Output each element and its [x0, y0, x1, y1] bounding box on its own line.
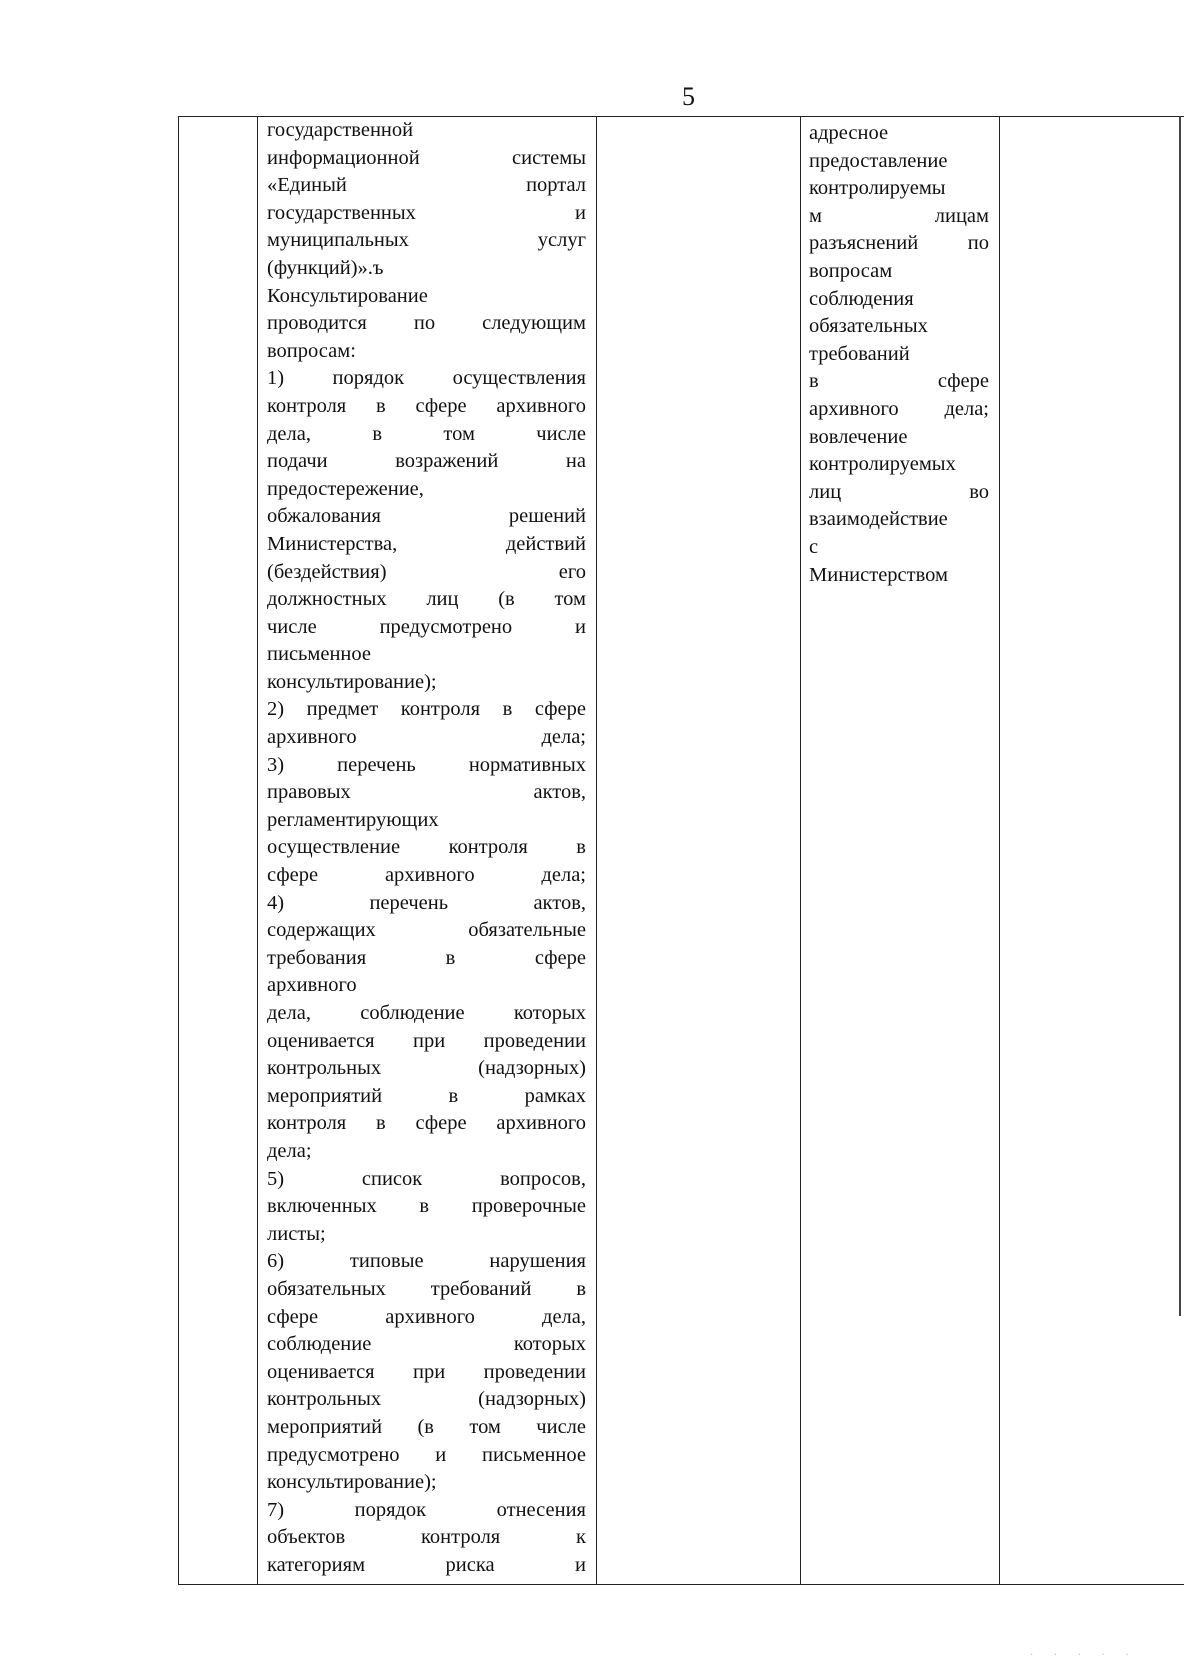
text-line: 2) предмет контроля в сфере: [267, 698, 586, 721]
text-line: включенных в проверочные: [267, 1195, 586, 1218]
text-line: 7) порядок отнесения: [267, 1498, 586, 1521]
text-line: содержащих обязательные: [267, 919, 586, 942]
text-line: (бездействия) его: [267, 560, 586, 583]
text-line: подачи возражений на: [267, 450, 586, 473]
text-line: категориям риска и: [267, 1553, 586, 1576]
text-line: Министерства, действий: [267, 532, 586, 555]
text-line: взаимодействие: [809, 508, 948, 531]
text-line: листы;: [267, 1222, 326, 1245]
table-cell-last: [1000, 117, 1185, 1585]
text-line: 3) перечень нормативных: [267, 753, 586, 776]
text-line: предостережение,: [267, 477, 424, 500]
table-cell-empty: [597, 117, 801, 1585]
text-line: контролируемых: [809, 453, 956, 476]
text-line: дела, в том числе: [267, 422, 586, 445]
text-line: консультирование);: [267, 1471, 437, 1494]
text-line: Консультирование: [267, 284, 428, 307]
text-line: объектов контроля к: [267, 1526, 586, 1549]
text-line: требований: [809, 342, 910, 365]
consultation-topics-text: [258, 117, 596, 1579]
text-line: лиц во: [809, 480, 989, 503]
text-line: оценивается при проведении: [267, 1029, 586, 1052]
text-line: обжалования решений: [267, 505, 586, 528]
text-line: адресное: [809, 122, 889, 144]
text-line: дела;: [267, 1139, 312, 1162]
text-line: архивного: [267, 974, 357, 997]
text-line: оценивается при проведении: [267, 1360, 586, 1383]
text-line: м лицам: [809, 204, 989, 227]
text-line: муниципальных услуг: [267, 229, 586, 252]
text-line: 1) порядок осуществления: [267, 367, 586, 390]
text-line: правовых актов,: [267, 781, 586, 804]
text-line: консультирование);: [267, 670, 437, 693]
text-line: контроля в сфере архивного: [267, 394, 586, 417]
text-line: соблюдения: [809, 287, 914, 310]
text-line: разъяснений по: [809, 232, 989, 255]
text-line: письменное: [267, 643, 372, 666]
text-line: контрольных (надзорных): [267, 1388, 586, 1411]
text-line: Министерством: [809, 563, 948, 586]
text-line: обязательных требований в: [267, 1277, 586, 1300]
page-number: 5: [682, 82, 695, 111]
text-line: (функций)».ъ: [267, 256, 384, 279]
text-line: обязательных: [809, 315, 928, 338]
purpose-text: [801, 117, 999, 589]
text-line: «Единый портал: [267, 174, 586, 197]
text-line: осуществление контроля в: [267, 836, 586, 859]
text-line: предусмотрено и письменное: [267, 1443, 586, 1466]
text-line: мероприятий в рамках: [267, 1084, 586, 1107]
text-line: контрольных (надзорных): [267, 1057, 586, 1080]
text-line: контролируемы: [809, 177, 946, 200]
table-cell-purpose: [801, 117, 1000, 1585]
text-line: сфере архивного дела,: [267, 1305, 586, 1328]
text-line: в сфере: [809, 370, 989, 393]
table-cell-number: [179, 117, 258, 1585]
scan-artifact: · · · · ·: [1030, 1650, 1138, 1661]
document-table: [178, 116, 1184, 1585]
text-line: вовлечение: [809, 425, 908, 448]
text-line: 4) перечень актов,: [267, 891, 586, 914]
text-line: сфере архивного дела;: [267, 864, 586, 887]
text-line: числе предусмотрено и: [267, 615, 586, 638]
text-line: вопросам:: [267, 339, 356, 362]
text-line: информационной системы: [267, 146, 586, 169]
text-line: должностных лиц (в том: [267, 588, 586, 611]
text-line: государственных и: [267, 201, 586, 224]
text-line: государственной: [267, 119, 414, 141]
text-line: контроля в сфере архивного: [267, 1112, 586, 1135]
text-line: проводится по следующим: [267, 312, 586, 335]
text-line: вопросам: [809, 259, 893, 282]
text-line: архивного дела;: [267, 726, 586, 749]
text-line: требования в сфере: [267, 946, 586, 969]
table-right-border: [1179, 116, 1181, 1316]
text-line: мероприятий (в том числе: [267, 1415, 586, 1438]
text-line: предоставление: [809, 149, 948, 172]
text-line: 6) типовые нарушения: [267, 1250, 586, 1273]
text-line: с: [809, 535, 819, 558]
text-line: архивного дела;: [809, 397, 989, 420]
table-cell-consultation-topics: [258, 117, 597, 1585]
text-line: регламентирующих: [267, 808, 439, 831]
text-line: дела, соблюдение которых: [267, 1002, 586, 1024]
table-row: [179, 117, 1185, 1585]
text-line: 5) список вопросов,: [267, 1167, 586, 1190]
text-line: соблюдение которых: [267, 1333, 586, 1356]
